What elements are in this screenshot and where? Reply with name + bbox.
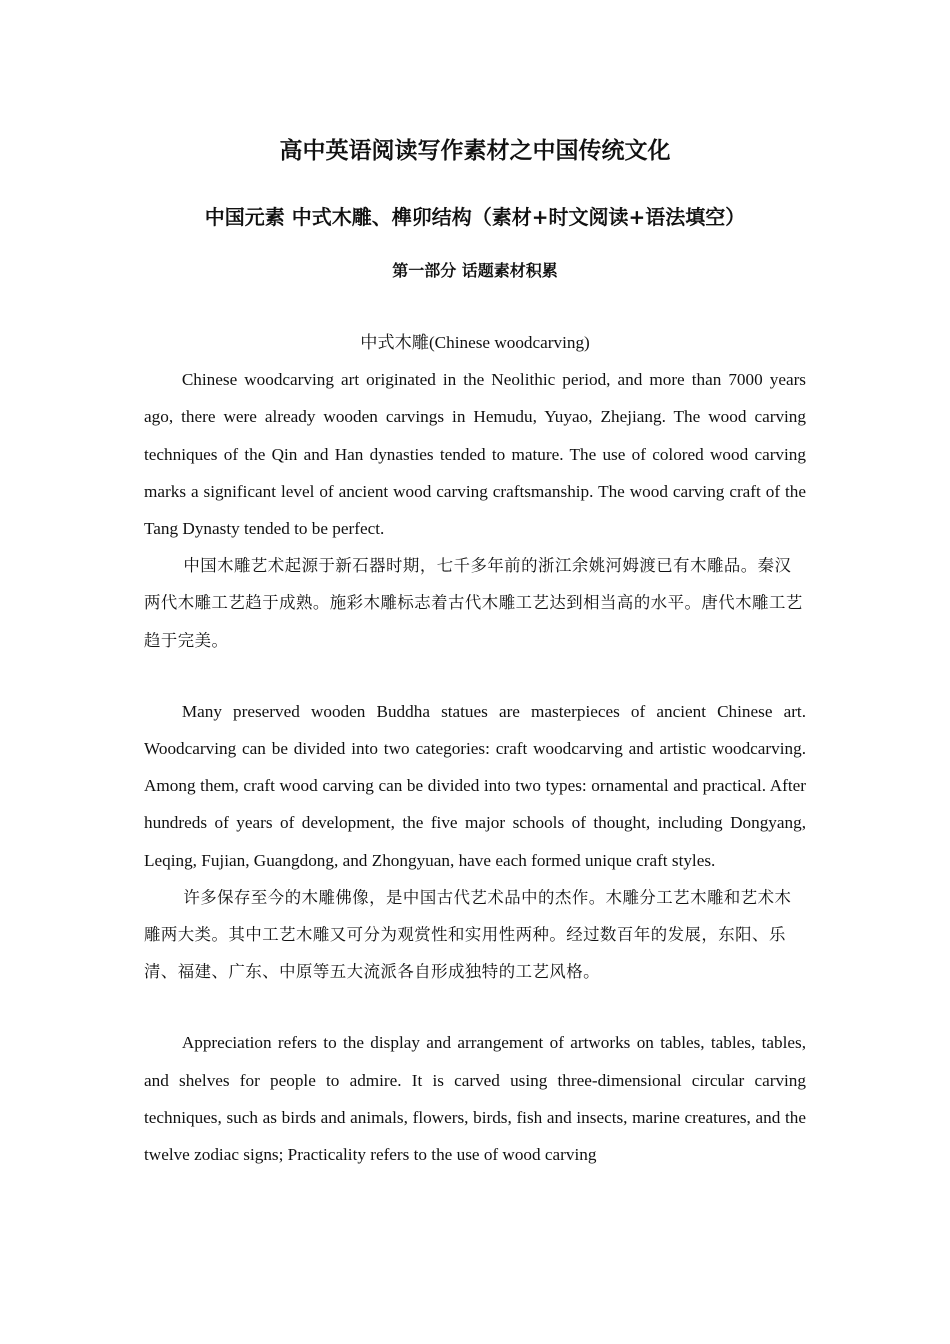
- document-body: [144, 324, 806, 1173]
- paragraph-english-origin: Chinese woodcarving art originated in the Neolithic period, and more than 7000 years ago, there were already wooden carvings in Hemudu, Yuyao, Zhejiang. The wood carving techniques of the Qin and Han dynasties tended to mature. The use of colored wood carving marks a significant level of ancient wood carving craftsmanship. The wood carving craft of the Tang Dynasty tended to be perfect.: [144, 370, 806, 539]
- paragraph-english-appreciation: Appreciation refers to the display and arrangement of artworks on tables, tables, tables, and shelves for people to admire. It is carved using three-dimensional circular carving techniques, such as birds and animals, flowers, birds, fish and insects, marine creatures, and the twelve zodiac signs; Practicality refers to the use of wood carving: [144, 1033, 806, 1165]
- section-heading: 中式木雕(Chinese woodcarving): [360, 333, 590, 352]
- part-heading: 第一部分 话题素材积累: [392, 261, 558, 280]
- document-title: 高中英语阅读写作素材之中国传统文化: [279, 138, 671, 164]
- paragraph-english-categories: Many preserved wooden Buddha statues are masterpieces of ancient Chinese art. Woodcarving can be divided into two categories: craft woodcarving and artistic woodcarving. Among them, craft wood carving can be divided into two types: ornamental and practical. After hundreds of years of development, the five major schools of thought, including Dongyang, Leqing, Fujian, Guangdong, and Zhongyuan, have each formed unique craft styles.: [144, 701, 806, 870]
- paragraph-chinese-categories: 许多保存至今的木雕佛像，是中国古代艺术品中的杰作。木雕分工艺木雕和艺术木雕两大类。其中工艺木雕又可分为观赏性和实用性两种。经过数百年的发展，东阳、乐清、福建、广东、中原等五大流派各自形成独特的工艺风格。: [144, 887, 792, 982]
- document-subtitle: 中国元素 中式木雕、榫卯结构（素材+时文阅读+语法填空）: [204, 205, 746, 229]
- paragraph-gap: [144, 990, 806, 1024]
- paragraph-gap: [144, 659, 806, 693]
- paragraph-chinese-origin: 中国木雕艺术起源于新石器时期，七千多年前的浙江余姚河姆渡已有木雕品。秦汉两代木雕工艺趋于成熟。施彩木雕标志着古代木雕工艺达到相当高的水平。唐代木雕工艺趋于完美。: [144, 556, 803, 650]
